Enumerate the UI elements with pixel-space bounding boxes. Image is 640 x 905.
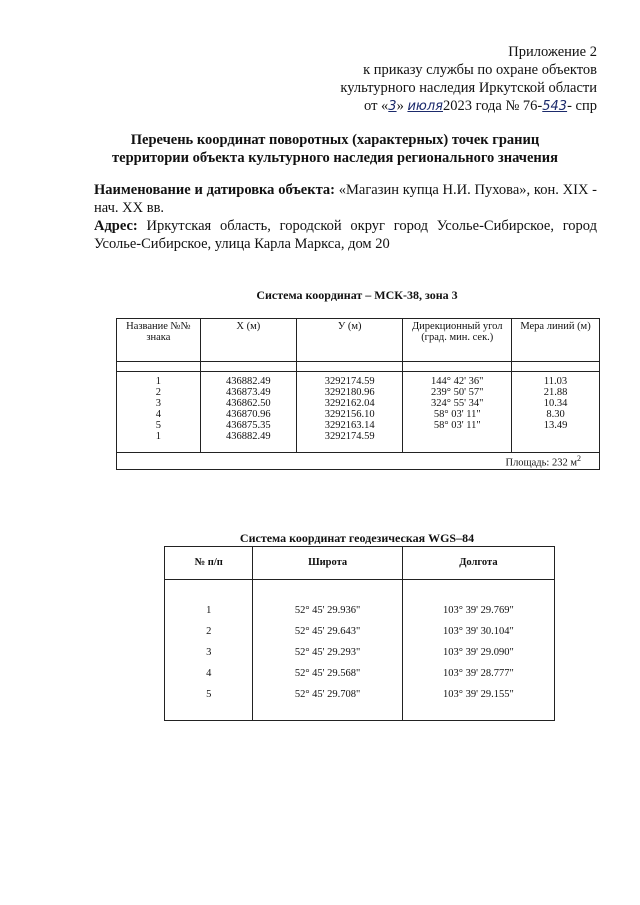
date-mid: » (396, 98, 404, 114)
cell-x: 436862.50 (200, 398, 296, 409)
table-row (165, 684, 555, 721)
wgs84-coordinates-table (164, 546, 555, 721)
table-row (117, 431, 600, 453)
object-info (94, 181, 597, 253)
table1-caption: Система координат – МСК-38, зона 3 (256, 288, 458, 302)
appendix-header (197, 43, 597, 116)
cell-number: 1 (165, 600, 253, 621)
cell-latitude: 52° 45' 29.643" (253, 621, 402, 642)
cell-point: 1 (117, 372, 201, 388)
area-value: Площадь: 232 м (505, 457, 577, 469)
object-address-label: Адрес: (94, 218, 138, 234)
col-header-x: X (м) (200, 319, 296, 362)
msk38-coordinates-table (116, 318, 600, 470)
cell-length: 13.49 (512, 420, 600, 431)
cell-y: 3292174.59 (296, 372, 403, 388)
handwritten-month: июля (407, 99, 443, 114)
col-header-number: № п/п (165, 547, 253, 580)
cell-y: 3292174.59 (296, 431, 403, 453)
cell-number: 4 (165, 663, 253, 684)
col-header-length: Мера линий (м) (512, 319, 600, 362)
date-prefix: от « (364, 98, 389, 114)
table-row (165, 621, 555, 642)
cell-x: 436875.35 (200, 420, 296, 431)
title-line-2: территории объекта культурного наследия регионального значения (112, 150, 558, 166)
cell-longitude: 103° 39' 28.777" (402, 663, 554, 684)
cell-y: 3292162.04 (296, 398, 403, 409)
cell-x: 436882.49 (200, 372, 296, 388)
object-name-value: «Магазин купца Н.И. Пухова», кон. XIX - нач. XX вв. (94, 182, 598, 216)
cell-point: 3 (117, 398, 201, 409)
table2-caption: Система координат геодезическая WGS–84 (239, 531, 475, 545)
cell-latitude: 52° 45' 29.568" (253, 663, 402, 684)
area-row (117, 453, 600, 470)
cell-y: 3292180.96 (296, 387, 403, 398)
cell-point: 4 (117, 409, 201, 420)
cell-longitude: 103° 39' 29.769" (402, 600, 554, 621)
title-line-1: Перечень координат поворотных (характерных) точек границ (130, 132, 540, 148)
cell-angle: 58° 03' 11" (403, 420, 512, 431)
agency-line: культурного наследия Иркутской области (340, 80, 597, 96)
table-row (165, 600, 555, 621)
cell-length: 10.34 (512, 398, 600, 409)
cell-latitude: 52° 45' 29.293" (253, 642, 402, 663)
table-row (165, 663, 555, 684)
order-date-line (197, 97, 597, 116)
handwritten-number: 543 (542, 99, 568, 114)
table-row (117, 387, 600, 398)
table-row (117, 372, 600, 388)
object-address-value: Иркутская область, городской округ город Усолье-Сибирское, город Усолье-Сибирское, улица Карла Маркса, дом 20 (94, 218, 598, 252)
cell-number: 5 (165, 684, 253, 721)
table-row (117, 420, 600, 431)
cell-angle: 239° 50' 57" (403, 387, 512, 398)
cell-x: 436882.49 (200, 431, 296, 453)
cell-length: 8.30 (512, 409, 600, 420)
cell-x: 436870.96 (200, 409, 296, 420)
appendix-line: Приложение 2 (508, 44, 597, 60)
cell-number: 2 (165, 621, 253, 642)
cell-latitude: 52° 45' 29.936" (253, 600, 402, 621)
col-header-angle: Дирекционный угол (град. мин. сек.) (403, 319, 512, 362)
cell-latitude: 52° 45' 29.708" (253, 684, 402, 721)
cell-y: 3292163.14 (296, 420, 403, 431)
cell-angle: 144° 42' 36" (403, 372, 512, 388)
table-row (117, 398, 600, 409)
object-name-label: Наименование и датировка объекта: (94, 182, 335, 198)
area-superscript: 2 (577, 454, 581, 463)
cell-longitude: 103° 39' 29.090" (402, 642, 554, 663)
cell-number: 3 (165, 642, 253, 663)
cell-angle (403, 431, 512, 453)
cell-point: 2 (117, 387, 201, 398)
cell-x: 436873.49 (200, 387, 296, 398)
object-name-paragraph (94, 181, 597, 217)
cell-point: 1 (117, 431, 201, 453)
date-suffix: - спр (567, 98, 597, 114)
cell-angle: 324° 55' 34" (403, 398, 512, 409)
table-row (165, 642, 555, 663)
col-header-latitude: Широта (253, 547, 402, 580)
document-title (60, 131, 610, 167)
cell-point: 5 (117, 420, 201, 431)
col-header-name: Название №№ знака (117, 319, 201, 362)
col-header-y: У (м) (296, 319, 403, 362)
object-address-paragraph (94, 217, 597, 253)
cell-longitude: 103° 39' 29.155" (402, 684, 554, 721)
cell-length: 11.03 (512, 372, 600, 388)
date-year: 2023 года № 76- (442, 98, 543, 114)
cell-y: 3292156.10 (296, 409, 403, 420)
cell-length (512, 431, 600, 453)
col-header-longitude: Долгота (402, 547, 554, 580)
order-line: к приказу службы по охране объектов (363, 62, 597, 78)
table-row (117, 409, 600, 420)
table-spacer-row (117, 362, 600, 372)
handwritten-day: 3 (388, 99, 397, 114)
cell-angle: 58° 03' 11" (403, 409, 512, 420)
area-cell (117, 453, 600, 470)
cell-longitude: 103° 39' 30.104" (402, 621, 554, 642)
table-spacer-row (165, 580, 555, 601)
cell-length: 21.88 (512, 387, 600, 398)
